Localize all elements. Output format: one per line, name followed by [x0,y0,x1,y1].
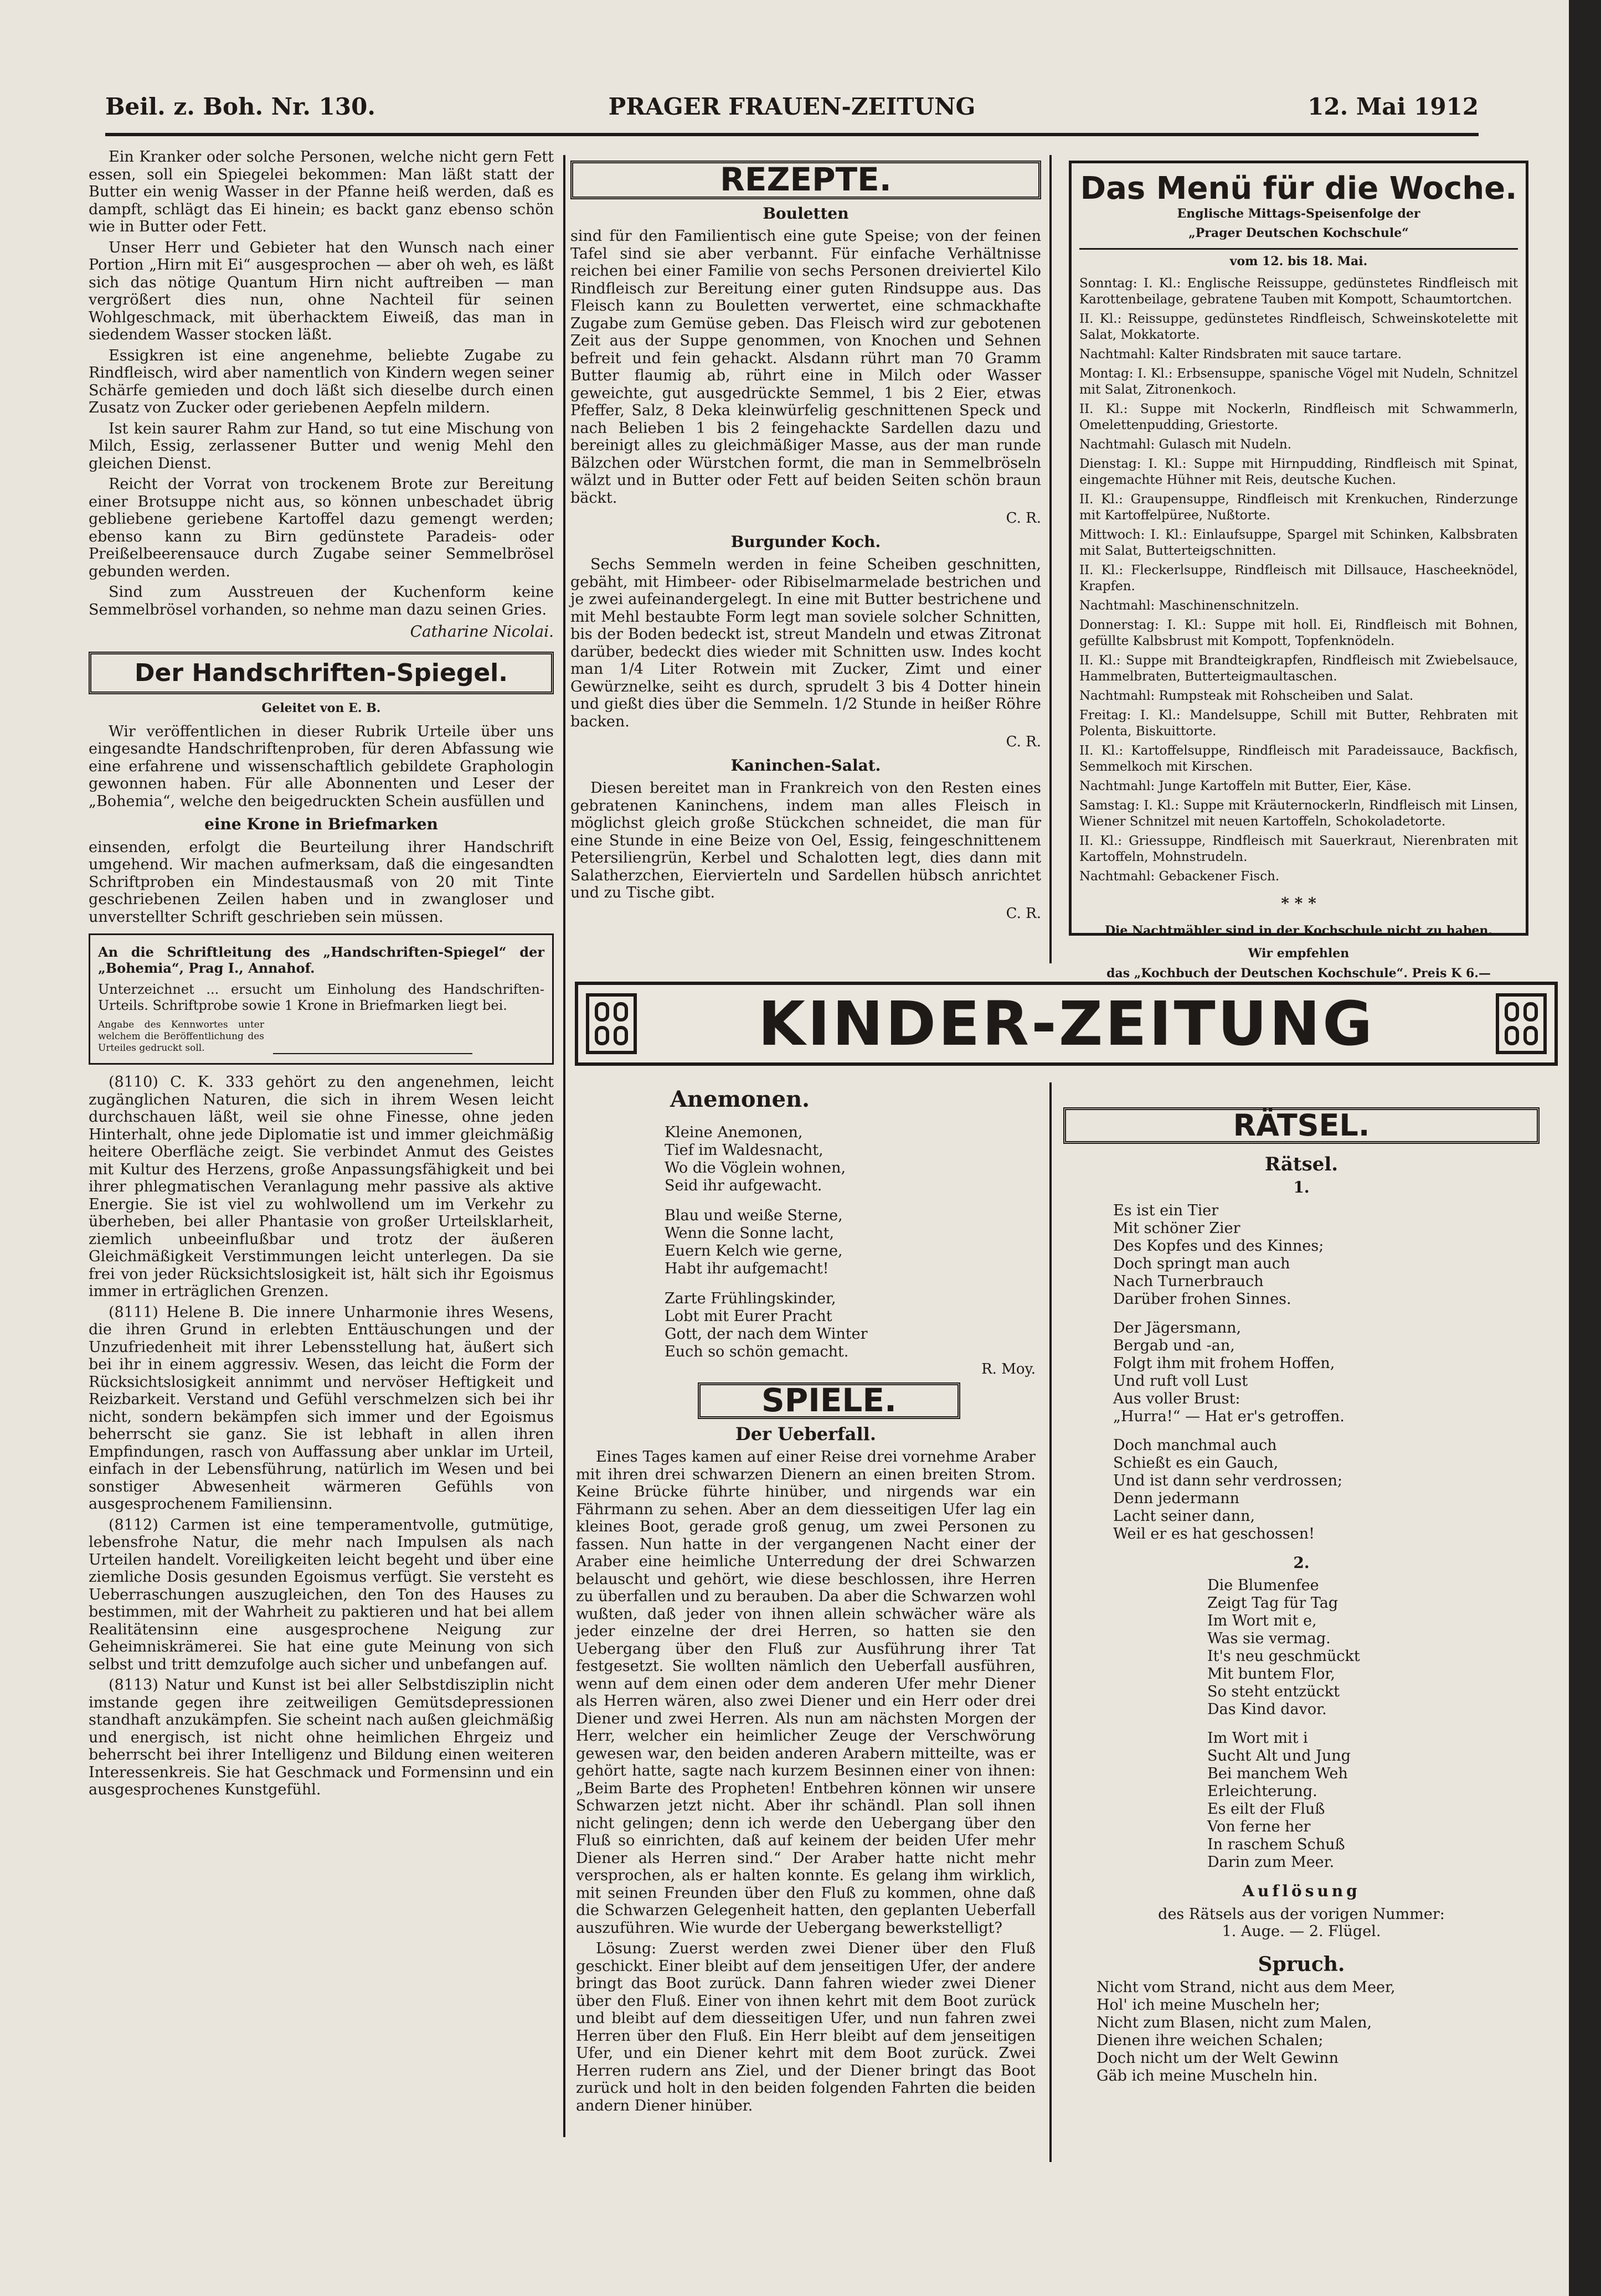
menu-line: II. Kl.: Fleckerlsuppe, Rindfleisch mit Dillsauce, Hascheeknödel, Krapfen. [1079,563,1518,594]
poem-stanza: Zarte Frühlingskinder, Lobt mit Eurer Pracht Gott, der nach dem Winter Euch so schön gemacht. [665,1289,868,1360]
spiele-title: SPIELE. [698,1382,960,1419]
menu-line: II. Kl.: Reissuppe, gedünstetes Rindfleisch, Schweinskotelette mit Salat, Mokkatorte. [1079,312,1518,342]
riddle-number: 2. [1293,1553,1310,1572]
tip-paragraph: Ist kein saurer Rahm zur Hand, so tut eine Mischung von Milch, Essig, zerlassener Butter und wenig Mehl den gleichen Dienst. [89,420,554,472]
handschriften-fee: eine Krone in Briefmarken [204,815,438,833]
newspaper-title: PRAGER FRAUEN-ZEITUNG [608,93,976,120]
tip-paragraph: Sind zum Ausstreuen der Kuchenform keine Semmelbrösel vorhanden, so nehme man dazu seinen Gries. [89,584,554,618]
menu-line: II. Kl.: Kartoffelsuppe, Rindfleisch mit Paradeissauce, Backfisch, Semmelkoch mit Kirschen. [1079,744,1518,774]
game-solution: Lösung: Zuerst werden zwei Diener über den Fluß geschickt. Einer bleibt auf dem jenseitigen Ufer, der andere bringt das Boot zurück. Dann fahren wieder zwei Diener über den Fluß. Einer von ihnen kehrt mit dem Boot zurück und bleibt auf dem diesseitigen Ufer, und nun fahren zwei Herren über den Fluß. Ein Herr bleibt auf dem jenseitigen Ufer, und ein Diener kehrt mit dem Boot zurück. Zwei Herren rudern ans Ziel, und der Diener bringt das Boot zurück und holt in den beiden folgenden Fahrten die beiden andern Diener hinüber. [576,1940,1036,2114]
tip-paragraph: Unser Herr und Gebieter hat den Wunsch nach einer Portion „Hirn mit Ei“ ausgesprochen — aber oh weh, es läßt sich das nötige Quantum Hirn nicht auftreiben — man vergrößert dies nun, ohne Nachteil für seinen Wohlgeschmack, mit überhacktem Eiweiß, das man in siedendem Wasser stocken läßt. [89,239,554,343]
menu-line: II. Kl.: Griessuppe, Rindfleisch mit Sauerkraut, Nierenbraten mit Kartoffeln, Mohnstrudeln. [1079,834,1518,864]
column-raetsel [1063,1107,1540,2085]
kinder-zeitung-title: KINDER-ZEITUNG [758,988,1375,1059]
recipe-title: Bouletten [763,204,849,223]
issue-date: 12. Mai 1912 [1307,93,1479,120]
poem-title: Anemonen. [670,1086,810,1112]
menu-line: Montag: I. Kl.: Erbsensuppe, spanische Vögel mit Nudeln, Schnitzel mit Salat, Zitronenkoch. [1079,367,1518,397]
coupon-title: An die Schriftleitung des „Handschriften-Spiegel“ der „Bohemia“, Prag I., Annahof. [98,944,544,976]
handschriften-conditions: einsenden, erfolgt die Beurteilung ihrer Handschrift umgehend. Wir machen aufmerksam, daß die eingesandten Schriftproben ein Mindestausmaß von 20 mit Tinte geschriebenen Zeilen haben und in zwangloser und unverstellter Schrift geschrieben sein müssen. [89,838,554,926]
menu-school: „Prager Deutschen Kochschule“ [1188,226,1409,240]
riddle-stanza: Doch manchmal auch Schießt es ein Gauch, Und ist dann sehr verdrossen; Denn jedermann Lacht seiner dann, Weil er es hat geschossen! [1113,1436,1343,1542]
spruch-title: Spruch. [1258,1952,1345,1976]
menu-line: Donnerstag: I. Kl.: Suppe mit holl. Ei, Rindfleisch mit Bohnen, gefüllte Kalbsbrust mit Kompott, Topfenknödeln. [1079,618,1518,648]
column-kinder [576,1085,1036,2118]
menu-title: Das Menü für die Woche. [1080,171,1517,207]
raetsel-subtitle: Rätsel. [1264,1153,1339,1175]
menu-line: Nachtmahl: Gulasch mit Nudeln. [1079,437,1292,452]
tip-paragraph: Reicht der Vorrat von trockenem Brote zur Bereitung einer Brotsuppe nicht aus, so können unbeschadet übrig gebliebene geriebene Kartoffel dazu gemengt werden; ebenso kann zu Birn gedünstete Paradeis- oder Preißelbeerensauce durch Zugabe seiner Semmelbrösel gebunden werden. [89,476,554,580]
rezepte-title: REZEPTE. [570,161,1041,199]
recipe-text: Diesen bereitet man in Frankreich von den Resten eines gebratenen Kaninchens, indem man alles Fleisch in möglichst gleich große Stückchen schneidet, die man für eine Stunde in eine Beize von Oel, Essig, feingeschnittenem Petersiliengrün, Kerbel und Schalotten legt, dies dann mit Salatherzchen, Eiervierteln und Sardellen hübsch anrichtet und zu Tische gibt. [570,780,1041,901]
riddle-number: 1. [1293,1178,1310,1196]
riddle-stanza: Es ist ein Tier Mit schöner Zier Des Kopfes und des Kinnes; Doch springt man auch Nach Turnerbrauch Darüber frohen Sinnes. [1113,1201,1324,1308]
game-title: Der Ueberfall. [735,1423,876,1444]
menu-dates: vom 12. bis 18. Mai. [1079,248,1518,271]
menu-line: Mittwoch: I. Kl.: Einlaufsuppe, Spargel mit Schinken, Kalbsbraten mit Salat, Butterteigschnitten. [1079,528,1518,558]
solution-answer: 1. Auge. — 2. Flügel. [1222,1923,1381,1940]
clover-ornament-icon [1496,993,1547,1054]
menu-line: Dienstag: I. Kl.: Suppe mit Hirnpudding, Rindfleisch mit Spinat, eingemachte Hühner mit Reis, deutsche Kuchen. [1079,457,1518,487]
recipe-text: Sechs Semmeln werden in feine Scheiben geschnitten, gebäht, mit Himbeer- oder Ribiselmarmelade bestrichen und je zwei aufeinandergelegt. In eine mit Butter bestrichene und mit Mehl bestaubte Form legt man soviele solcher Schnitten, bis der Boden bedeckt ist, streut Mandeln und etwas Zitronat darüber, bedeckt dies wieder mit Schnitten usw. Indes kocht man 1/4 Liter Rotwein mit Zucker, Zimt und einer Gewürznelke, seiht es durch, sprudelt 3 bis 4 Dotter hinein und gießt dies über die Semmeln. 1/2 Stunde in heißer Röhre backen. [570,556,1041,730]
coupon-field-label: Angabe des Kennwortes unter welchem die Beröffentlichung des Urteiles gedruckt soll. [98,1019,264,1054]
riddle-stanza: Der Jägersmann, Bergab und -an, Folgt ihm mit frohem Hoffen, Und ruft voll Lust Aus voller Brust: „Hurra!“ — Hat er's getroffen. [1113,1319,1345,1425]
column-rezepte [570,161,1041,927]
handschriften-intro: Wir veröffentlichen in dieser Rubrik Urteile über uns eingesandte Handschriftenproben, für deren Abfassung wie eine erfahrene und wissenschaftlich gebildete Graphologin gewonnen haben. Für alle Abonnenten und Leser der „Bohemia“, welche den beigedruckten Schein ausfüllen und [89,723,554,810]
reading-paragraph: (8112) Carmen ist eine temperamentvolle, gutmütige, lebensfrohe Natur, die mehr nach Impulsen als nach Urteilen handelt. Voreiligkeiten leicht begeht und über eine ziemliche Dosis gesunden Egoismus verfügt. Sie versteht es Ueberraschungen auszugleichen, den Ton des Hauses zu bestimmen, mit der Wahrheit zu paktieren und hat bei allem Realitätensinn eine ausgesprochene Neigung zur Geheimniskrämerei. Sie hat eine gute Meinung von sich selbst und tritt demzufolge auch sicher und unbefangen auf. [89,1516,554,1673]
menu-note: Die Nachtmähler sind in der Kochschule nicht zu haben. [1104,923,1493,938]
raetsel-title: RÄTSEL. [1063,1107,1540,1144]
solution-title: Auflösung [1242,1882,1361,1900]
solution-subtitle: des Rätsels aus der vorigen Nummer: [1158,1905,1445,1923]
handschriften-title: Der Handschriften-Spiegel. [89,652,554,695]
menu-line: II. Kl.: Graupensuppe, Rindfleisch mit Krenkuchen, Rinderzunge mit Kartoffelpüree, Nußtorte. [1079,492,1518,523]
issue-reference: Beil. z. Boh. Nr. 130. [105,93,375,120]
menu-line: Sonntag: I. Kl.: Englische Reissuppe, gedünstetes Rindfleisch mit Karottenbeilage, gebratene Tauben mit Kompott, Schaumtortchen. [1079,276,1518,307]
coupon-box [89,933,554,1065]
menu-stars: * * * [1281,894,1316,912]
menu-line: Samstag: I. Kl.: Suppe mit Kräuternockerln, Rindfleisch mit Linsen, Wiener Schnitzel mit neuen Kartoffeln, Schokoladetorte. [1079,798,1518,829]
column-left [89,148,554,1802]
recipe-text: sind für den Familientisch eine gute Speise; von der feinen Tafel sind sie aber verbannt. Für einfache Verhältnisse reichen bei einer Familie von sechs Personen dreiviertel Kilo Rindfleisch zur Bereitung einer guten Rindsuppe aus. Das Fleisch kann zu Bouletten verwertet, eine schmackhafte Zugabe zum Gemüse geben. Das Fleisch wird zur gebotenen Zeit aus der Suppe genommen, von Knochen und Sehnen befreit und fein gehackt. Alsdann rührt man 70 Gramm Butter flaumig ab, rührt eine in Milch oder Wasser geweichte, gut ausgedrückte Semmel, 1 bis 2 Eier, etwas Pfeffer, Salz, 8 Deka kleinwürfelig geschnittenen Speck und nach Belieben 1 bis 2 feingehackte Sardellen dazu und bereinigt alles zu gleichmäßiger Masse, aus der man runde Bälzchen oder Würstchen formt, die man in Semmelbröseln wälzt und in Butter oder Fett auf beiden Seiten schön braun bäckt. [570,228,1041,507]
menu-subtitle: Englische Mittags-Speisenfolge der [1177,206,1420,221]
menu-line: II. Kl.: Suppe mit Nockerln, Rindfleisch mit Schwammerln, Omelettenpudding, Griestorte. [1079,402,1518,432]
column-divider [1049,155,1052,963]
menu-box [1069,161,1528,981]
coupon-field-line[interactable] [273,1053,472,1054]
page-edge-shadow [1569,0,1601,2296]
menu-cookbook: das „Kochbuch der Deutschen Kochschule“. Preis K 6.— [1106,966,1491,981]
recipe-signature: C. R. [1006,510,1041,527]
poem-stanza: Blau und weiße Sterne, Wenn die Sonne lacht, Euern Kelch wie gerne, Habt ihr aufgemacht! [665,1206,843,1277]
menu-line: Nachtmahl: Maschinenschnitzeln. [1079,598,1299,613]
poem-stanza: Kleine Anemonen, Tief im Waldesnacht, Wo die Vöglein wohnen, Seid ihr aufgewacht. [665,1123,846,1194]
kinder-zeitung-banner [575,982,1558,1066]
poem-author: R. Moy. [981,1360,1036,1377]
menu-line: Freitag: I. Kl.: Mandelsuppe, Schill mit Butter, Rehbraten mit Polenta, Biskuittorte. [1079,708,1518,739]
menu-line: Nachtmahl: Kalter Rindsbraten mit sauce tartare. [1079,347,1402,362]
handschriften-editor: Geleitet von E. B. [261,701,381,715]
reading-paragraph: (8110) C. K. 333 gehört zu den angenehmen, leicht zugänglichen Naturen, die sich in ihrem Wesen leicht durchschauen läßt, weil sie ohne Finesse, ohne jeden Hinterhalt, ohne jede Diplomatie ist und immer gleichmäßig heitere Oberfläche zeigt. Sie verbindet Anmut des Geistes mit Kultur des Herzens, große Anpassungsfähigkeit und bei ihrer phlegmatischen Veranlagung mehr passive als aktive Energie. Sie ist viel zu wohlwollend um im Verkehr zu überheben, bei aller Phantasie von großer Urteilsklarheit, ziemlich unbeeinflußbar und trotz der äußeren Gleichmäßigkeit Verstimmungen leicht unterlegen. Da sie frei von jeder Rücksichtslosigkeit ist, hält sich ihr Egoismus immer in erträglichen Grenzen. [89,1074,554,1300]
menu-note: Wir empfehlen [1248,946,1350,961]
header-rule [105,133,1479,136]
menu-line: Nachtmahl: Junge Kartoffeln mit Butter, Eier, Käse. [1079,779,1412,793]
recipe-signature: C. R. [1006,734,1041,750]
menu-line: Nachtmahl: Rumpsteak mit Rohscheiben und Salat. [1079,689,1414,703]
author-signature: Catharine Nicolai. [410,622,554,641]
menu-line: Nachtmahl: Gebackener Fisch. [1079,869,1280,884]
column-divider [1049,1082,1052,2162]
spruch-text: Nicht vom Strand, nicht aus dem Meer, Hol' ich meine Muscheln her; Nicht zum Blasen, nicht zum Malen, Dienen ihre weichen Schalen; Doch nicht um der Welt Gewinn Gäb ich meine Muscheln hin. [1096,1979,1396,2085]
tip-paragraph: Essigkren ist eine angenehme, beliebte Zugabe zu Rindfleisch, wird aber namentlich von Kindern wegen seiner Schärfe gemieden und doch läßt sich dieselbe durch einen Zusatz von Zucker oder geriebenen Aepfeln mildern. [89,347,554,416]
reading-paragraph: (8113) Natur und Kunst ist bei aller Selbstdisziplin nicht imstande gegen ihre zeitweiligen Gemütsdepressionen standhaft anzukämpfen. Sie scheint nach außen gleichmäßig und energisch, ist nicht ohne heimlichen Ehrgeiz und beherrscht bei ihrer Intelligenz und Bildung einen weiteren Interessenkreis. Sie hat Geschmack und Formensinn und ein ausgesprochenes Kunstgefühl. [89,1676,554,1798]
recipe-signature: C. R. [1006,905,1041,922]
riddle-stanza: Im Wort mit i Sucht Alt und Jung Bei manchem Weh Erleichterung. Es eilt der Fluß Von ferne her In raschem Schuß Darin zum Meer. [1207,1730,1351,1871]
recipe-title: Kaninchen-Salat. [730,756,881,775]
page-header [105,93,1479,132]
game-text: Eines Tages kamen auf einer Reise drei vornehme Araber mit ihren drei schwarzen Dienern an einen breiten Strom. Keine Brücke führte hinüber, und nirgends war ein Fährmann zu sehen. Aber an dem diesseitigen Ufer lag ein kleines Boot, gerade groß genug, um zwei Personen zu fassen. Nun hatte in der vergangenen Nacht einer der Araber eine heimliche Unterredung der drei Schwarzen belauscht und gehört, wie diese beschlossen, ihre Herren zu überfallen und zu berauben. Da aber die Schwarzen wohl wußten, daß jeder von ihnen allein schwächer wäre als jeder einzelne der drei Herren, so hatten sie den Uebergang über den Fluß zur Ausführung ihrer Tat festgesetzt. Sie wollten nämlich den Ueberfall ausführen, wenn auf dem einen oder dem anderen Ufer mehr Diener als Herren wären, also zwei Diener und ein Herr oder drei Diener und zwei Herren. Als nun am nächsten Morgen der Herr, welcher ein heimlicher Zeuge der Verschwörung gewesen war, den beiden anderen Arabern mitteilte, was er gehört hatte, sagte nach kurzem Besinnen einer von ihnen: „Beim Barte des Propheten! Entbehren können wir unsere Schwarzen jetzt nicht. Aber ihr schändl. Plan soll ihnen nicht gelingen; denn ich werde den Uebergang über den Fluß so einrichten, daß auf keinem der beiden Ufer mehr Diener als Herren sind.“ Der Araber hatte nicht mehr versprochen, als er halten konnte. Es gelang ihm wirklich, mit seinen Freunden über den Fluß zu kommen, ohne daß die Schwarzen Gelegenheit hatten, den geplanten Ueberfall auszuführen. Wie wurde der Uebergang bewerkstelligt? [576,1448,1036,1937]
coupon-text: Unterzeichnet ... ersucht um Einholung des Handschriften-Urteils. Schriftprobe sowie 1 Krone in Briefmarken liegt bei. [98,982,544,1013]
clover-ornament-icon [586,993,637,1054]
tip-paragraph: Ein Kranker oder solche Personen, welche nicht gern Fett essen, soll ein Spiegelei bekommen: Man läßt statt der Butter ein wenig Wasser in der Pfanne heiß werden, daß es dampft, schlägt das Ei hinein; es backt ganz ebenso schön wie in Butter oder Fett. [89,148,554,235]
riddle-stanza: Die Blumenfee Zeigt Tag für Tag Im Wort mit e, Was sie vermag. It's neu geschmückt Mit buntem Flor, So steht entzückt Das Kind davor. [1207,1577,1360,1718]
recipe-title: Burgunder Koch. [730,532,881,551]
reading-paragraph: (8111) Helene B. Die innere Unharmonie ihres Wesens, die ihren Grund in erlebten Enttäuschungen und der Unzufriedenheit mit ihrer Lebensstellung hat, äußert sich bei ihr in einem aggressiv. Wesen, das leicht die Form der Rücksichtslosigkeit annimmt und nervöser Heftigkeit und Reizbarkeit. Verstand und Gefühl verschmelzen sich bei ihr nicht, sondern bekämpfen sich immer und der Egoismus beherrscht sie ganz. Sie ist lebhaft in allen ihren Empfindungen, rasch von Auffassung aber unklar im Urteil, einfach in der Lebensführung, natürlich im Wesen und bei sonstiger Abwesenheit wärmeren Gefühls von ausgesprochenem Familiensinn. [89,1303,554,1513]
menu-line: II. Kl.: Suppe mit Brandteigkrapfen, Rindfleisch mit Zwiebelsauce, Hammelbraten, Butterteigmaultaschen. [1079,653,1518,684]
column-divider [563,155,565,2137]
